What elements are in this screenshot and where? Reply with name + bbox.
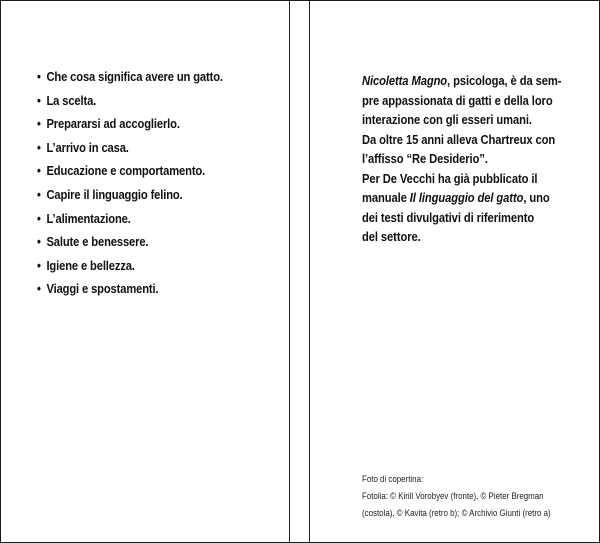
credits-line: Fotolia: © Kirill Vorobyev (fronte), © Pieter Bregman [362,491,544,501]
bio-line: dei testi divulgativi di riferimento [362,209,535,225]
list-item [37,93,279,117]
list-item-label: L’alimentazione. [46,210,131,226]
bullet: • [37,92,41,108]
bullet: • [37,69,41,84]
list-item [37,258,279,282]
book-title: Il linguaggio del gatto [409,190,524,205]
bullet: • [37,257,41,273]
fold-line-right [309,1,310,542]
bio-text: , uno [523,190,550,205]
bullet: • [37,116,41,132]
list-item [37,234,279,258]
bio-line: l’affisso “Re Desiderio”. [362,151,488,166]
list-item [37,187,279,211]
list-item-label: La scelta. [46,92,97,108]
bullet: • [37,163,41,179]
author-bio [362,71,568,247]
list-item-label: Viaggi e spostamenti. [46,281,159,297]
bio-line [362,71,568,91]
bio-line [362,188,568,208]
bullet: • [37,186,41,202]
list-item [37,163,279,187]
bio-line: pre appassionata di gatti e della loro [362,92,553,108]
list-item [37,140,279,164]
bio-line: Da oltre 15 anni alleva Chartreux con [362,131,556,147]
bullet: • [37,139,41,155]
list-item-label: Capire il linguaggio felino. [46,186,183,202]
list-item [37,69,279,93]
fold-line-left [289,1,290,542]
bio-line: interazione con gli esseri umani. [362,112,532,127]
bio-text: , psicologa, è da sem- [447,73,562,88]
bio-text: manuale [362,190,410,205]
list-item-label: Igiene e bellezza. [46,257,135,273]
contents-list [37,69,277,305]
list-item-label: Prepararsi ad accoglierlo. [46,116,180,132]
bio-line: Per De Vecchi ha già pubblicato il [362,170,538,186]
list-item-label: Educazione e comportamento. [46,163,206,179]
photo-credits [362,471,551,522]
credits-line: (costola), © Kavita (retro b); © Archivio Giunti (retro a) [362,508,551,518]
author-name: Nicoletta Magno [362,73,448,88]
list-item [37,281,279,305]
bullet: • [37,281,41,297]
list-item-label: L’arrivo in casa. [46,139,129,155]
list-item-label: Salute e benessere. [46,234,149,250]
list-item-label: Che cosa significa avere un gatto. [46,69,223,84]
bullet: • [37,210,41,226]
bullet: • [37,234,41,250]
list-item [37,116,279,140]
list-item [37,211,279,235]
credits-heading: Foto di copertina: [362,474,424,484]
bio-line: del settore. [362,229,421,244]
